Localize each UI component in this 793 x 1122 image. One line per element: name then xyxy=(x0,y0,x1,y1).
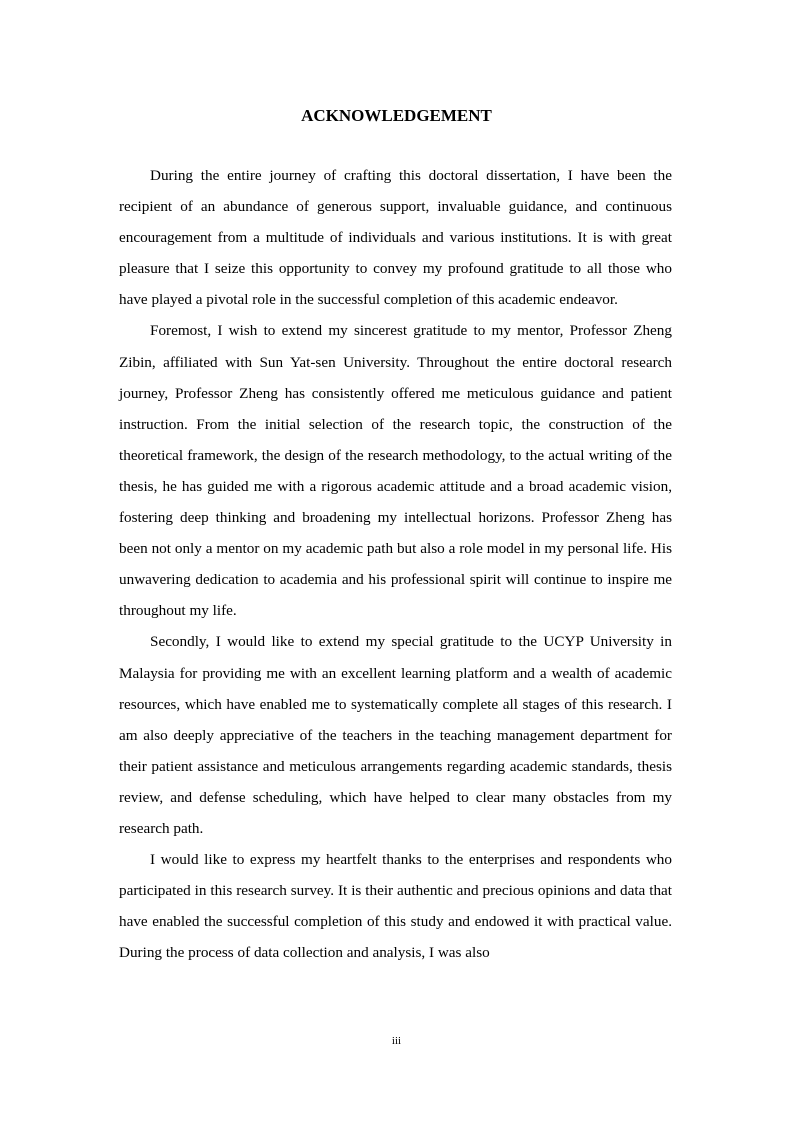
paragraph-intro: During the entire journey of crafting this doctoral dissertation, I have been the recipient of an abundance of generous support, invaluable guidance, and continuous encouragement from a multitude of individuals and various institutions. It is with great pleasure that I seize this opportunity to convey my profound gratitude to all those who have played a pivotal role in the successful completion of this academic endeavor. xyxy=(119,167,672,309)
page-title: ACKNOWLEDGEMENT xyxy=(301,106,492,125)
page-number: iii xyxy=(391,1035,402,1047)
paragraph-respondents: I would like to express my heartfelt thanks to the enterprises and respondents who participated in this research survey. It is their authentic and precious opinions and data that have enabled the successful completion of this study and endowed it with practical value. During the process of data collection and analysis, I was also xyxy=(119,851,672,962)
paragraph-university: Secondly, I would like to extend my special gratitude to the UCYP University in Malaysia for providing me with an excellent learning platform and a wealth of academic resources, which have enabled me to systematically complete all stages of this research. I am also deeply appreciative of the teachers in the teaching management department for their patient assistance and meticulous arrangements regarding academic standards, thesis review, and defense scheduling, which have helped to clear many obstacles from my research path. xyxy=(119,633,672,837)
paragraph-mentor: Foremost, I wish to extend my sincerest gratitude to my mentor, Professor Zheng Zibin, affiliated with Sun Yat-sen University. Throughout the entire doctoral research journey, Professor Zheng has consistently offered me meticulous guidance and patient instruction. From the initial selection of the research topic, the construction of the theoretical framework, the design of the research methodology, to the actual writing of the thesis, he has guided me with a rigorous academic attitude and a broad academic vision, fostering deep thinking and broadening my intellectual horizons. Professor Zheng has been not only a mentor on my academic path but also a role model in my personal life. His unwavering dedication to academia and his professional spirit will continue to inspire me throughout my life. xyxy=(119,322,672,620)
body-text xyxy=(119,160,672,968)
